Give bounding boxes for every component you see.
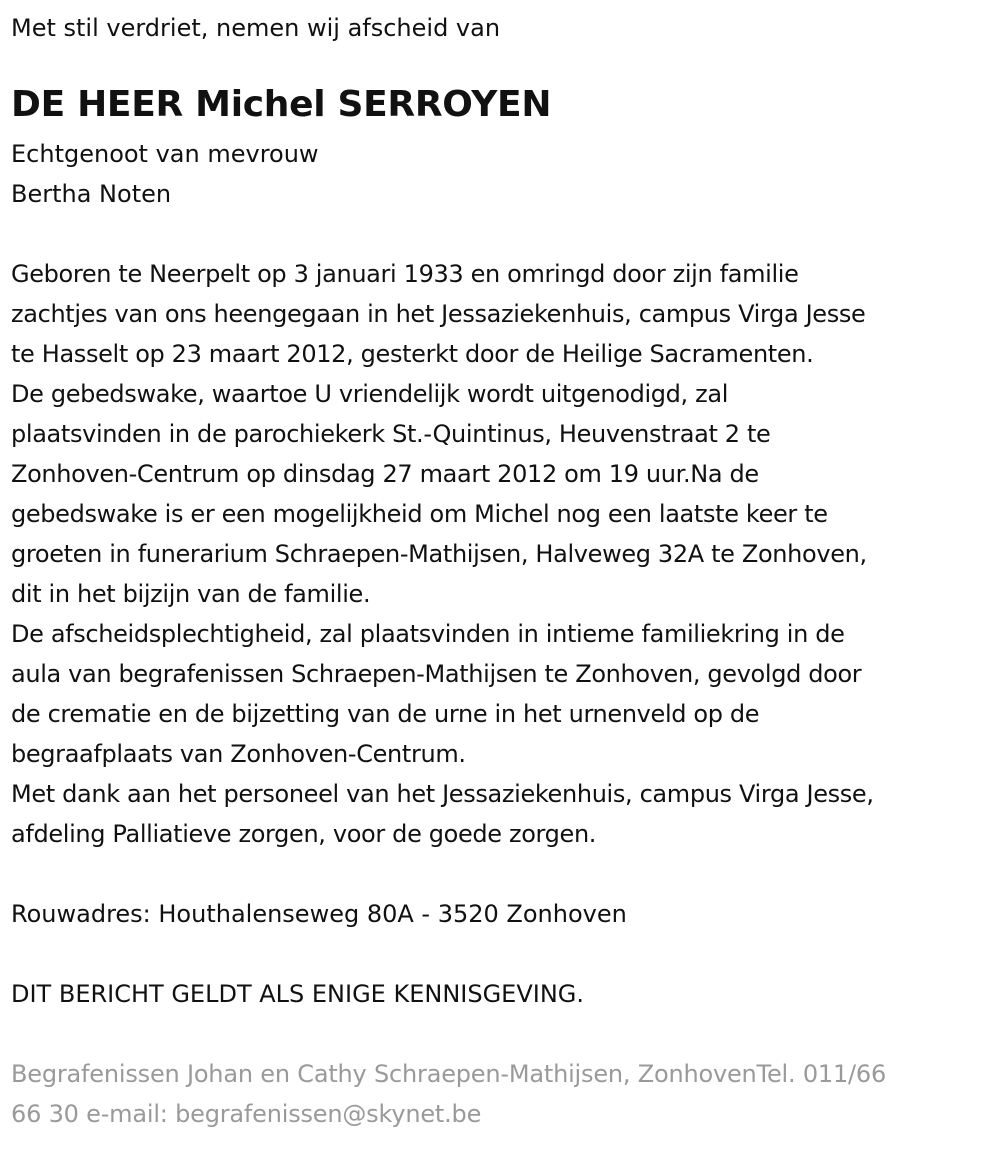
- footer-line: 66 30 e-mail: begrafenissen@skynet.be: [11, 1100, 482, 1128]
- body-line: plaatsvinden in de parochiekerk St.-Quintinus, Heuvenstraat 2 te: [11, 420, 771, 448]
- body-line: afdeling Palliatieve zorgen, voor de goede zorgen.: [11, 820, 597, 848]
- body-line: aula van begrafenissen Schraepen-Mathijsen te Zonhoven, gevolgd door: [11, 660, 862, 688]
- body-line: te Hasselt op 23 maart 2012, gesterkt door de Heilige Sacramenten.: [11, 340, 814, 368]
- body-line: De gebedswake, waartoe U vriendelijk wordt uitgenodigd, zal: [11, 380, 729, 408]
- body-line: zachtjes van ons heengegaan in het Jessaziekenhuis, campus Virga Jesse: [11, 300, 866, 328]
- footer-line: Begrafenissen Johan en Cathy Schraepen-Mathijsen, ZonhovenTel. 011/66: [11, 1060, 887, 1088]
- mourning-address: Rouwadres: Houthalenseweg 80A - 3520 Zonhoven: [11, 900, 627, 928]
- body-line: De afscheidsplechtigheid, zal plaatsvinden in intieme familiekring in de: [11, 620, 845, 648]
- deceased-name: DE HEER Michel SERROYEN: [11, 84, 552, 125]
- intro-text: Met stil verdriet, nemen wij afscheid van: [11, 14, 501, 42]
- spouse-line: Echtgenoot van mevrouw: [11, 140, 319, 168]
- body-line: Met dank aan het personeel van het Jessaziekenhuis, campus Virga Jesse,: [11, 780, 874, 808]
- official-notice-line: DIT BERICHT GELDT ALS ENIGE KENNISGEVING.: [11, 980, 585, 1008]
- body-line: Zonhoven-Centrum op dinsdag 27 maart 2012 om 19 uur.Na de: [11, 460, 759, 488]
- body-line: groeten in funerarium Schraepen-Mathijsen, Halveweg 32A te Zonhoven,: [11, 540, 867, 568]
- spouse-line: Bertha Noten: [11, 180, 172, 208]
- body-line: begraafplaats van Zonhoven-Centrum.: [11, 740, 466, 768]
- body-line: de crematie en de bijzetting van de urne in het urnenveld op de: [11, 700, 760, 728]
- body-line: Geboren te Neerpelt op 3 januari 1933 en omringd door zijn familie: [11, 260, 799, 288]
- body-line: dit in het bijzijn van de familie.: [11, 580, 371, 608]
- body-line: gebedswake is er een mogelijkheid om Michel nog een laatste keer te: [11, 500, 828, 528]
